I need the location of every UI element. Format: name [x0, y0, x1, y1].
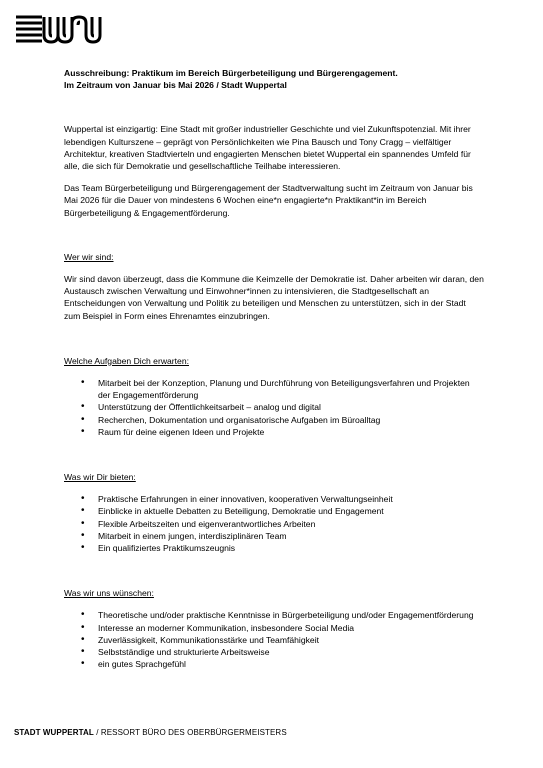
list-item: • Ein qualifiziertes Praktikumszeugnis — [64, 542, 484, 554]
footer-department: / RESSORT BÜRO DES OBERBÜRGERMEISTERS — [93, 728, 287, 737]
list-item: • Recherchen, Dokumentation und organisatorische Aufgaben im Büroalltag — [64, 414, 484, 426]
title-line-2: Im Zeitraum von Januar bis Mai 2026 / Stadt Wuppertal — [64, 80, 287, 91]
list-item: • Selbstständige und strukturierte Arbeitsweise — [64, 646, 484, 658]
tasks-list — [64, 377, 484, 438]
offer-list — [64, 493, 484, 554]
wuppertal-logo — [14, 13, 102, 45]
intro-paragraph-2: Das Team Bürgerbeteiligung und Bürgerengagement der Stadtverwaltung sucht im Zeitraum von Januar bis Mai 2026 für die Dauer von mindestens 6 Wochen eine*n engagierte*n Praktikant*in im Bereich Bürgerbeteiligung & Engagementförderung. — [64, 183, 473, 218]
list-item: • Zuverlässigkeit, Kommunikationsstärke und Teamfähigkeit — [64, 634, 484, 646]
page-footer — [14, 728, 287, 737]
list-item: • Raum für deine eigenen Ideen und Projekte — [64, 426, 484, 438]
list-item: • Praktische Erfahrungen in einer innovativen, kooperativen Verwaltungseinheit — [64, 493, 484, 505]
section-heading-offer: Was wir Dir bieten: — [64, 472, 136, 483]
list-item: • Interesse an moderner Kommunikation, insbesondere Social Media — [64, 622, 484, 634]
list-item: • Unterstützung der Öffentlichkeitsarbeit – analog und digital — [64, 401, 484, 413]
section-heading-tasks: Welche Aufgaben Dich erwarten: — [64, 355, 189, 366]
list-item: • ein gutes Sprachgefühl — [64, 658, 484, 670]
list-item: • Einblicke in aktuelle Debatten zu Beteiligung, Demokratie und Engagement — [64, 505, 484, 517]
document-body — [64, 67, 484, 671]
list-item: • Flexible Arbeitszeiten und eigenverantwortliches Arbeiten — [64, 518, 484, 530]
title-line-1: Ausschreibung: Praktikum im Bereich Bürgerbeteiligung und Bürgerengagement. — [64, 68, 398, 78]
section-heading-wish: Was wir uns wünschen: — [64, 588, 154, 599]
section-heading-who: Wer wir sind: — [64, 251, 114, 262]
list-item: • Mitarbeit bei der Konzeption, Planung und Durchführung von Beteiligungsverfahren und Projekten der Engagementförderung — [64, 377, 484, 401]
wish-list — [64, 609, 484, 670]
section-text-who: Wir sind davon überzeugt, dass die Kommune die Keimzelle der Demokratie ist. Daher arbeiten wir daran, den Austausch zwischen Verwaltung und Einwohner*innen zu intensivieren, die Stadtgesellschaft an Entscheidungen von Verwaltung und Politik zu beteiligen und Menschen zu unterstützen, sich in der Stadt zum Beispiel in Form eines Ehrenamtes einzubringen. — [64, 274, 484, 321]
intro-paragraph-1: Wuppertal ist einzigartig: Eine Stadt mit großer industrieller Geschichte und viel Zukunftspotenzial. Mit ihrer lebendigen Kulturszene – geprägt von Persönlichkeiten wie Pina Bausch und Tony Cragg – vielfältiger Architektur, kreativen Stadtvierteln und engagierten Menschen bietet Wuppertal ein spannendes Umfeld für alle, die sich für Demokratie und gesellschaftliche Teilhabe interessieren. — [64, 124, 471, 172]
list-item: • Theoretische und/oder praktische Kenntnisse in Bürgerbeteiligung und/oder Engagementförderung — [64, 609, 484, 621]
footer-org: STADT WUPPERTAL — [14, 728, 94, 737]
list-item: • Mitarbeit in einem jungen, interdisziplinären Team — [64, 530, 484, 542]
